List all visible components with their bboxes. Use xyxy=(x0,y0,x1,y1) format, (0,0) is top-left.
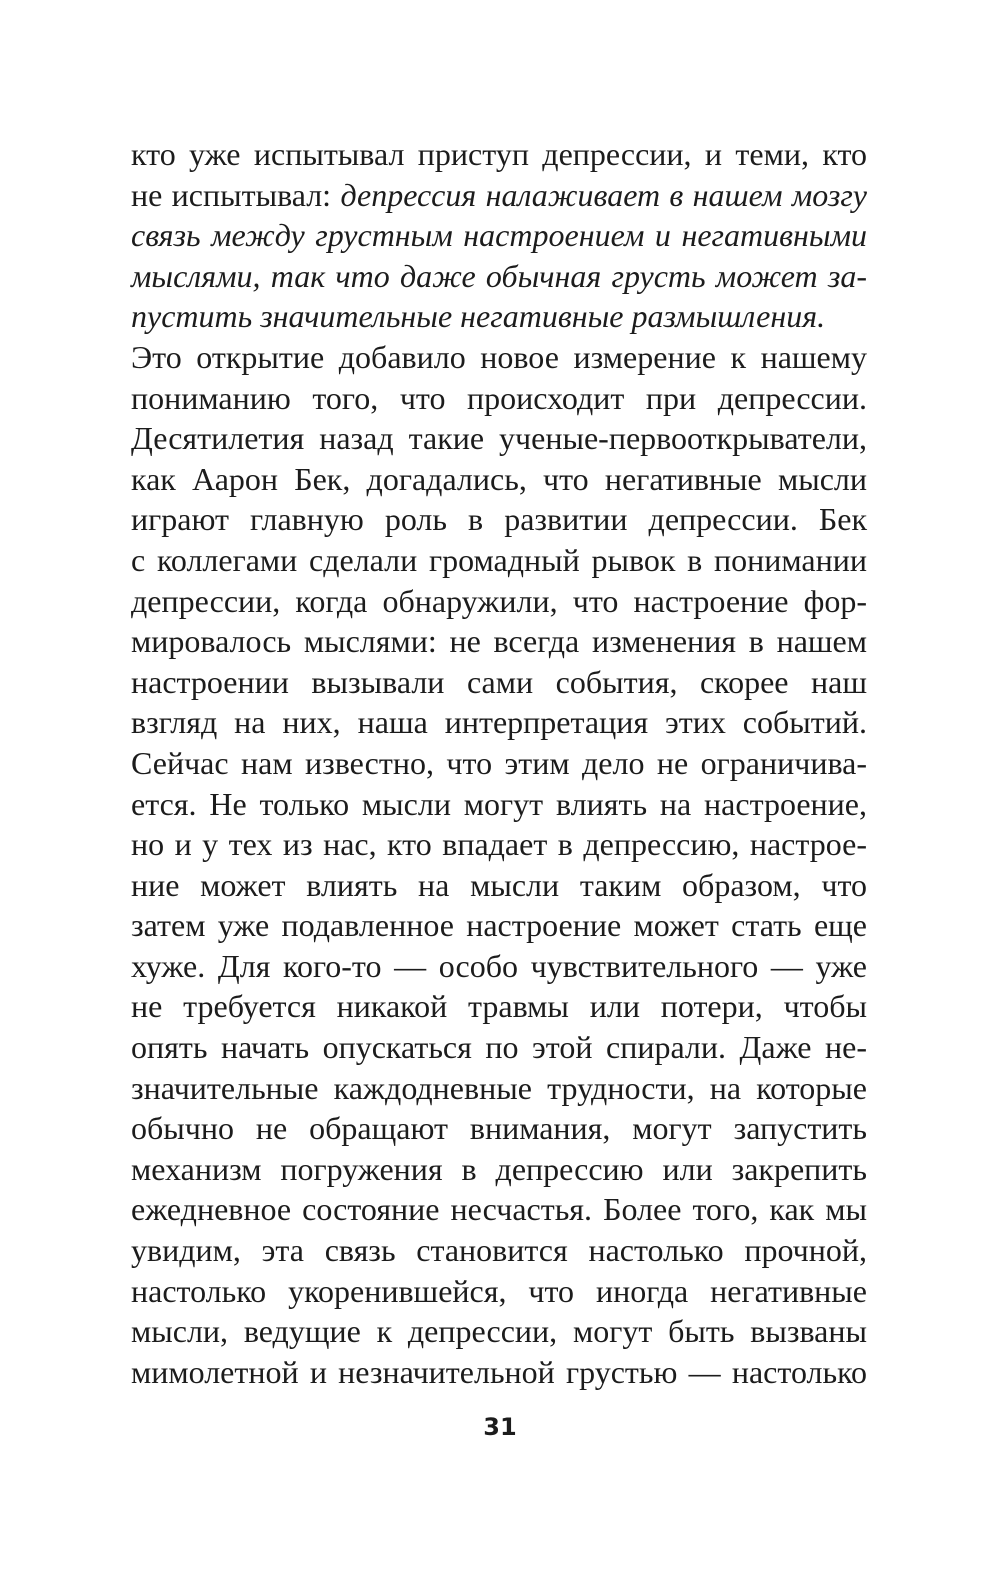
text-line: как Аарон Бек, догадались, что негативные мысли xyxy=(131,460,867,497)
text-line: настроении вызывали сами события, скорее наш xyxy=(131,663,867,700)
text-line: взгляд на них, наша интерпретация этих событий. xyxy=(131,704,867,741)
body-text xyxy=(131,134,867,1392)
text-line xyxy=(131,296,867,337)
text-line xyxy=(131,256,867,297)
italic-text: мыслями, так что даже обычная грусть может за- xyxy=(131,257,867,294)
text-line: депрессии, когда обнаружили, что настроение фор- xyxy=(131,582,867,619)
text-line: затем уже подавленное настроение может стать еще xyxy=(131,907,867,944)
text-line: пониманию того, что происходит при депрессии. xyxy=(131,379,867,416)
text-line: Десятилетия назад такие ученые-первооткрыватели, xyxy=(131,420,867,457)
italic-text: связь между грустным настроением и негативными xyxy=(131,217,867,254)
text-line: не испытывал: депрессия налаживает в нашем мозгу xyxy=(131,176,868,213)
text-line: кто уже испытывал приступ депрессии, и теми, кто xyxy=(131,136,867,172)
page-number: 31 xyxy=(483,1413,517,1441)
text-line: Это открытие добавило новое измерение к нашему xyxy=(131,338,867,375)
text-line: мимолетной и незначительной грустью — настолько xyxy=(131,1353,867,1390)
text-line: Сейчас нам известно, что этим дело не ограничива- xyxy=(131,744,867,781)
text-line: с коллегами сделали громадный рывок в понимании xyxy=(131,541,867,578)
text-line: настолько укоренившейся, что иногда негативные xyxy=(131,1272,867,1309)
text-line: ется. Не только мысли могут влиять на настроение, xyxy=(131,785,867,822)
text-line xyxy=(131,215,867,256)
text-line: обычно не обращают внимания, могут запустить xyxy=(131,1110,867,1147)
text-line: но и у тех из нас, кто впадает в депрессию, настрое- xyxy=(131,826,867,863)
text-line: механизм погружения в депрессию или закрепить xyxy=(131,1150,867,1187)
text-line: ежедневное состояние несчастья. Более того, как мы xyxy=(131,1191,867,1228)
text-line: мысли, ведущие к депрессии, могут быть вызваны xyxy=(131,1313,867,1350)
text-line: хуже. Для кого-то — особо чувствительного — уже xyxy=(131,947,867,984)
italic-text: депрессия налаживает в нашем мозгу xyxy=(340,176,868,213)
text-line: не требуется никакой травмы или потери, чтобы xyxy=(131,988,867,1025)
text-line: мировалось мыслями: не всегда изменения в нашем xyxy=(131,623,867,660)
italic-text: пустить значительные негативные размышления. xyxy=(131,298,826,335)
text-line: опять начать опускаться по этой спирали. Даже не- xyxy=(131,1029,867,1066)
text-line: играют главную роль в развитии депрессии. Бек xyxy=(131,501,867,538)
text-line: увидим, эта связь становится настолько прочной, xyxy=(131,1232,867,1269)
text-line: значительные каждодневные трудности, на которые xyxy=(131,1069,867,1106)
text-line: ние может влиять на мысли таким образом, что xyxy=(131,866,867,903)
